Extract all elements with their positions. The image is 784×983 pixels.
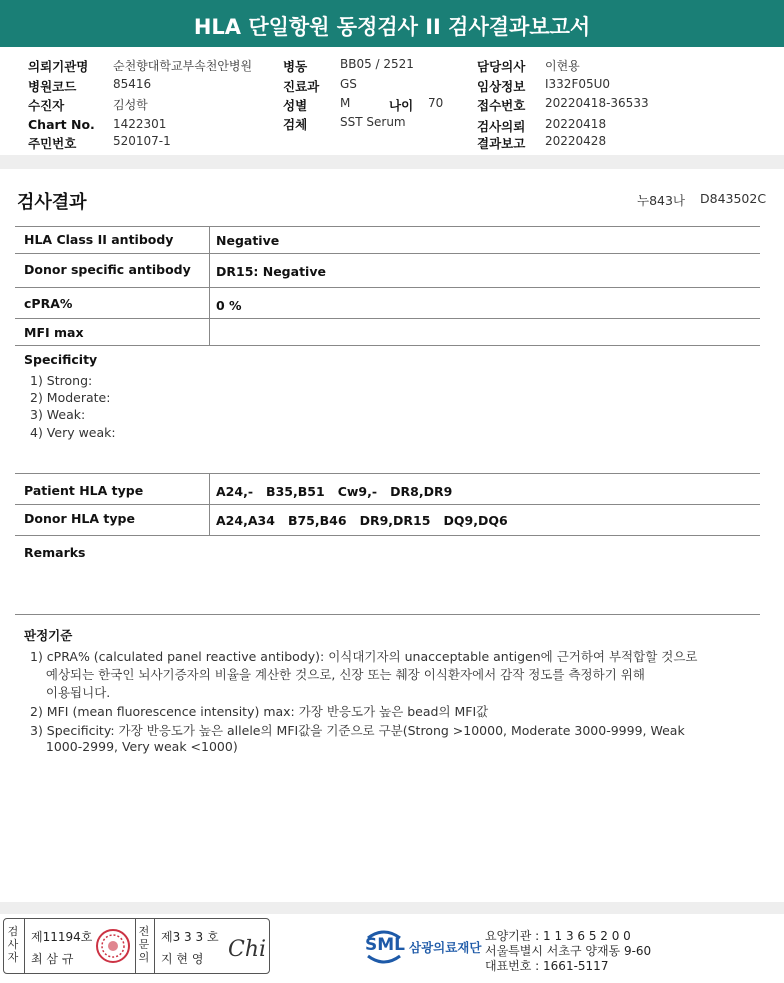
hospital-code-label: 병원코드 xyxy=(28,79,77,94)
receipt-value: 20220418-36533 xyxy=(545,96,649,110)
age-label: 나이 xyxy=(389,98,414,113)
institution-label: 의뢰기관명 xyxy=(28,59,89,74)
report-label: 결과보고 xyxy=(477,136,526,151)
specimen-label: 검체 xyxy=(283,117,308,132)
id-value: 520107-1 xyxy=(113,134,171,148)
doctor-value: 이현용 xyxy=(545,59,580,73)
specificity-label: Specificity xyxy=(24,352,98,367)
test-code-2: D843502C xyxy=(700,191,767,206)
specialist-name: 지 현 영 xyxy=(161,952,204,966)
doctor-label: 담당의사 xyxy=(477,59,526,74)
table-divider xyxy=(209,473,210,535)
row-label-class2: HLA Class II antibody xyxy=(24,232,174,247)
donor-hla-value: A24,A34 B75,B46 DR9,DR15 DQ9,DQ6 xyxy=(216,513,508,528)
stamp-seal-icon xyxy=(94,927,132,965)
patient-hla-value: A24,- B35,B51 Cw9,- DR8,DR9 xyxy=(216,484,453,499)
id-label: 주민번호 xyxy=(28,136,77,151)
specialist-vertical-label: 전 문 의 xyxy=(138,925,150,964)
sex-label: 성별 xyxy=(283,98,308,113)
footer-divider-bar xyxy=(0,902,784,914)
tester-name: 최 삼 규 xyxy=(31,952,74,966)
ward-label: 병동 xyxy=(283,59,308,74)
clinical-value: I332F05U0 xyxy=(545,77,611,91)
age-value: 70 xyxy=(428,96,444,110)
tester-license-no: 제11194호 xyxy=(31,930,93,944)
criteria-title: 판정기준 xyxy=(24,628,73,643)
specialist-signature: Chi xyxy=(228,937,267,962)
chart-label: Chart No. xyxy=(28,117,95,132)
specimen-value: SST Serum xyxy=(340,115,406,129)
patient-label: 수진자 xyxy=(28,98,65,113)
criteria-line: 예상되는 한국인 뇌사기증자의 비율을 계산한 것으로, 신장 또는 췌장 이식환자에서 감작 정도를 측정하기 위해 xyxy=(30,667,645,682)
row-value-class2: Negative xyxy=(216,233,280,248)
remarks-label: Remarks xyxy=(24,545,86,560)
section-divider-bar xyxy=(0,155,784,169)
criteria-line: 3) Specificity: 가장 반응도가 높은 allele의 MFI값을 기준으로 구분(Strong >10000, Moderate 3000-9999, Weak xyxy=(30,723,685,738)
specificity-item: 3) Weak: xyxy=(30,407,86,422)
criteria-line: 2) MFI (mean fluorescence intensity) max: 가장 반응도가 높은 bead의 MFI값 xyxy=(30,704,489,719)
criteria-line: 이용됩니다. xyxy=(30,685,111,700)
org-name: 삼광의료재단 xyxy=(409,940,482,955)
chart-value: 1422301 xyxy=(113,117,167,131)
sex-value: M xyxy=(340,96,351,110)
org-code: 요양기관 : 1 1 3 6 5 2 0 0 xyxy=(485,929,631,943)
hospital-code-value: 85416 xyxy=(113,77,152,91)
table-line xyxy=(15,504,760,505)
table-line xyxy=(15,226,760,227)
clinical-label: 임상정보 xyxy=(477,79,526,94)
row-label-cpra: cPRA% xyxy=(24,296,73,311)
criteria-line: 1000-2999, Very weak <1000) xyxy=(30,739,238,754)
table-line xyxy=(15,318,760,319)
report-value: 20220428 xyxy=(545,134,607,148)
dept-value: GS xyxy=(340,77,357,91)
signature-box xyxy=(3,918,270,974)
table-line xyxy=(15,287,760,288)
table-line xyxy=(15,345,760,346)
institution-value: 순천향대학교부속천안병원 xyxy=(113,59,253,73)
request-value: 20220418 xyxy=(545,117,607,131)
tester-vertical-label: 검 사 자 xyxy=(7,925,19,964)
receipt-label: 접수번호 xyxy=(477,98,526,113)
org-address: 서울특별시 서초구 양재동 9-60 xyxy=(485,944,652,958)
specificity-item: 1) Strong: xyxy=(30,373,93,388)
ward-value: BB05 / 2521 xyxy=(340,57,414,71)
table-line xyxy=(15,253,760,254)
row-value-cpra: 0 % xyxy=(216,298,242,313)
report-title: HLA 단일항원 동정검사 II 검사결과보고서 xyxy=(0,0,784,47)
specialist-license-no: 제3 3 3 호 xyxy=(161,930,219,944)
criteria-line: 1) cPRA% (calculated panel reactive antibody): 이식대기자의 unacceptable antigen에 근거하여 부적합할 것으로 xyxy=(30,649,698,664)
results-title: 검사결과 xyxy=(17,192,87,213)
row-label-mfi: MFI max xyxy=(24,325,84,340)
table-divider xyxy=(209,226,210,345)
test-code-1: 누843나 xyxy=(637,193,686,208)
table-line xyxy=(15,614,760,615)
sml-logo-text: SML xyxy=(365,935,405,955)
patient-value: 김성학 xyxy=(113,98,148,112)
request-label: 검사의뢰 xyxy=(477,119,526,134)
row-label-dsa: Donor specific antibody xyxy=(24,262,191,277)
patient-hla-label: Patient HLA type xyxy=(24,483,144,498)
table-line xyxy=(15,535,760,536)
dept-label: 진료과 xyxy=(283,79,320,94)
row-value-dsa: DR15: Negative xyxy=(216,264,326,279)
specificity-item: 2) Moderate: xyxy=(30,390,111,405)
org-phone: 대표번호 : 1661-5117 xyxy=(485,959,609,973)
table-line xyxy=(15,473,760,474)
specificity-item: 4) Very weak: xyxy=(30,425,116,440)
donor-hla-label: Donor HLA type xyxy=(24,511,135,526)
